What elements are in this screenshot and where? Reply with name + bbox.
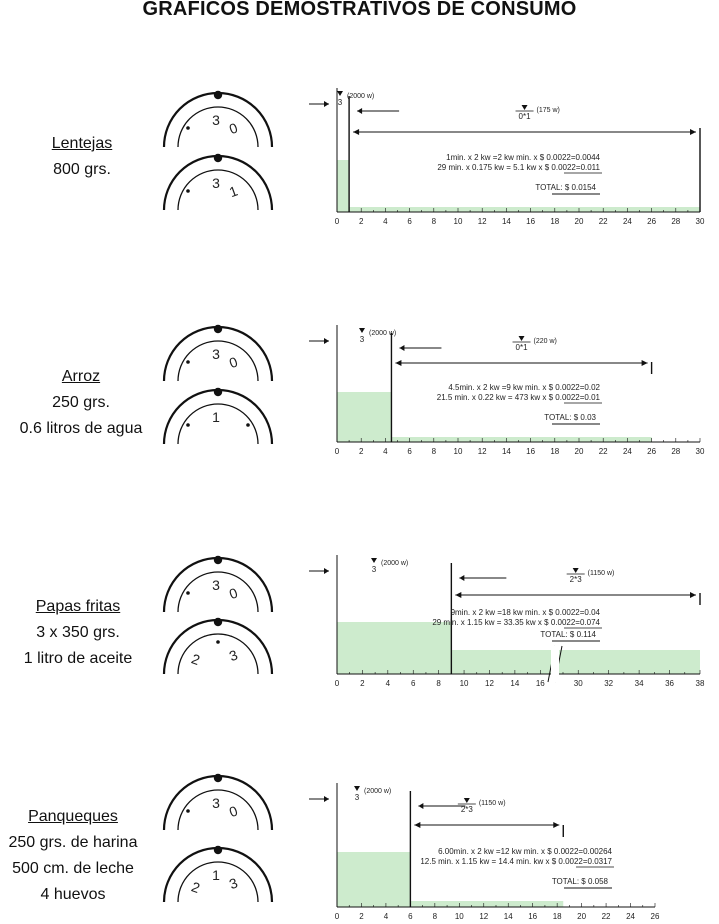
x-tick-label: 2 [359,912,364,921]
dial-right-number: 0 [226,353,240,372]
dial-right-number: 0 [226,584,240,603]
dial-left-number: 2 [189,650,203,669]
setting-marker [522,105,528,110]
x-tick-label: 30 [573,679,583,688]
x-tick-label: 2 [360,679,365,688]
x-tick-label: 2 [358,447,364,456]
calc-line: 1min. x 2 kw =2 kw min. x $ 0.0022=0.0044 [446,153,600,162]
phase-area [410,901,563,907]
dial-center-number: 3 [212,175,220,191]
phase-setting-label: 3 [354,793,360,802]
x-tick-label: 20 [574,217,584,226]
boundary-arrow-head [418,803,423,809]
dial-center-number: 3 [212,346,220,362]
food-extra: 0.6 litros de agua [19,420,143,437]
phase-setting-label: 2*3 [460,805,473,814]
phase-power-label: (220 w) [533,338,557,345]
phase-setting-label: 3 [371,565,377,574]
food-extra: 1 litro de aceite [23,650,133,667]
food-name: Arroz [61,368,101,385]
calc-line: 29 min. x 0.175 kw = 5.1 kw x $ 0.0022=0.011 [437,163,600,172]
x-tick-label: 14 [501,447,511,456]
x-tick-label: 16 [526,217,536,226]
x-tick-label: 6 [411,679,416,688]
duration-arrow-head [353,129,359,135]
setting-marker [354,786,360,791]
duration-arrow-head [690,592,696,598]
chart-2 [309,555,705,688]
dial-center-number: 1 [212,409,220,425]
x-tick-label: 18 [552,912,562,921]
dial-right-number: 1 [226,182,240,201]
duration-arrow-head [642,360,648,366]
x-tick-label: 30 [695,447,705,456]
phase-area [451,650,700,674]
calc-line: 21.5 min. x 0.22 kw = 473 kw x $ 0.0022=0.01 [436,393,600,402]
dial-center-number: 3 [212,112,220,128]
x-tick-label: 4 [383,217,388,226]
x-tick-label: 16 [535,679,545,688]
x-tick-label: 16 [526,447,536,456]
x-tick-label: 0 [334,447,340,456]
food-name: Panqueques [28,808,118,825]
x-tick-label: 14 [510,679,520,688]
x-tick-label: 26 [650,912,660,921]
phase-setting-label: 0*1 [515,343,528,352]
chart-3 [309,783,660,921]
chart-1 [309,325,705,456]
setting-marker [337,91,343,96]
x-tick-label: 20 [574,447,584,456]
x-tick-label: 32 [604,679,614,688]
phase-setting-label: 0*1 [518,112,531,121]
x-tick-label: 38 [695,679,705,688]
calc-line: 6.00min. x 2 kw =12 kw min. x $ 0.0022=0.00264 [438,847,612,856]
phase-power-label: (1150 w) [478,800,506,807]
boundary-arrow-head [357,108,362,114]
x-tick-label: 26 [647,447,657,456]
phase-power-label: (2000 w) [381,560,409,567]
food-extra: 500 cm. de leche [12,860,134,877]
x-tick-label: 10 [453,217,463,226]
x-tick-label: 12 [479,912,489,921]
total-cost: TOTAL: $ 0.0154 [535,183,596,192]
start-arrow-head [324,338,329,344]
x-tick-label: 10 [454,912,464,921]
duration-arrow-head [414,822,420,828]
x-tick-label: 14 [503,912,513,921]
chart-0 [309,88,705,226]
x-tick-label: 8 [436,679,441,688]
start-arrow-head [324,101,329,107]
dial-right-number: 0 [226,802,240,821]
x-tick-label: 4 [385,679,391,688]
x-tick-label: 30 [695,217,705,226]
phase-area [391,437,651,442]
phase-power-label: (1150 w) [587,570,615,577]
phase-power-label: (175 w) [536,107,560,114]
dial-center-number: 3 [212,795,220,811]
page-title: GRAFICOS DEMOSTRATIVOS DE CONSUMO [142,0,577,20]
x-tick-label: 10 [459,679,469,688]
start-arrow-head [324,796,329,802]
x-tick-label: 0 [334,912,340,921]
dial-center-number: 1 [212,867,220,883]
x-tick-label: 12 [477,217,487,226]
x-tick-label: 24 [622,217,632,226]
duration-arrow-head [553,822,559,828]
total-cost: TOTAL: $ 0.058 [551,877,608,886]
x-tick-label: 0 [334,679,340,688]
food-name: Papas fritas [35,598,121,615]
x-tick-label: 16 [528,912,538,921]
x-tick-label: 2 [358,217,364,226]
x-tick-label: 22 [598,447,608,456]
x-tick-label: 28 [671,217,681,226]
phase-area [337,160,349,212]
total-cost: TOTAL: $ 0.03 [544,413,596,422]
x-tick-label: 8 [432,912,438,921]
x-tick-label: 18 [550,217,560,226]
food-quantity: 3 x 350 grs. [36,624,120,641]
duration-arrow-head [395,360,401,366]
phase-power-label: (2000 w) [364,788,392,795]
x-tick-label: 6 [407,447,412,456]
duration-arrow-head [690,129,696,135]
phase-setting-label: 2*3 [569,575,582,584]
setting-marker [359,328,365,333]
calc-line: 12.5 min. x 1.15 kw = 14.4 min. kw x $ 0.0022=0.0317 [420,857,612,866]
x-tick-label: 0 [334,217,340,226]
x-tick-label: 4 [383,447,388,456]
x-tick-label: 12 [485,679,494,688]
x-tick-label: 12 [477,447,487,456]
dial-right-number: 3 [226,646,240,665]
axis-break-gap [551,646,559,682]
x-tick-label: 8 [431,217,437,226]
calc-line: 4.5min. x 2 kw =9 kw min. x $ 0.0022=0.02 [448,383,600,392]
setting-marker [573,568,579,573]
x-tick-label: 20 [577,912,587,921]
x-tick-label: 4 [383,912,389,921]
x-tick-label: 22 [601,912,611,921]
x-tick-label: 36 [665,679,675,688]
food-extra: 4 huevos [40,886,106,903]
food-quantity: 250 grs. de harina [8,834,138,851]
setting-marker [371,558,377,563]
setting-marker [519,336,525,341]
total-cost: TOTAL: $ 0.114 [540,630,596,639]
x-tick-label: 14 [501,217,511,226]
dial-center-number: 3 [212,577,220,593]
calc-line: 9min. x 2 kw =18 kw min. x $ 0.0022=0.04 [450,608,600,617]
phase-setting-label: 3 [359,335,365,344]
dial-right-number: 3 [226,874,240,893]
phase-area [349,207,700,212]
phase-setting-label: 3 [337,98,343,107]
boundary-arrow-head [399,345,404,351]
x-tick-label: 8 [431,447,437,456]
phase-area [337,622,451,674]
boundary-arrow-head [459,575,464,581]
calc-line: 29 min. x 1.15 kw = 33.35 kw x $ 0.0022=0.074 [432,618,600,627]
phase-area [337,852,410,907]
x-tick-label: 28 [671,447,681,456]
x-tick-label: 6 [408,912,413,921]
x-tick-label: 6 [407,217,412,226]
start-arrow-head [324,568,329,574]
food-quantity: 800 grs. [53,161,111,178]
x-tick-label: 34 [634,679,644,688]
x-tick-label: 26 [647,217,657,226]
x-tick-label: 18 [550,447,560,456]
x-tick-label: 22 [598,217,608,226]
dial-left-number: 2 [189,878,203,897]
x-tick-label: 24 [626,912,635,921]
duration-arrow-head [455,592,461,598]
phase-power-label: (2000 w) [347,93,375,100]
phase-power-label: (2000 w) [369,330,397,337]
x-tick-label: 24 [622,447,632,456]
setting-marker [464,798,470,803]
food-quantity: 250 grs. [52,394,110,411]
dial-right-number: 0 [226,119,240,138]
x-tick-label: 10 [453,447,463,456]
food-name: Lentejas [51,135,113,152]
phase-area [337,392,391,442]
